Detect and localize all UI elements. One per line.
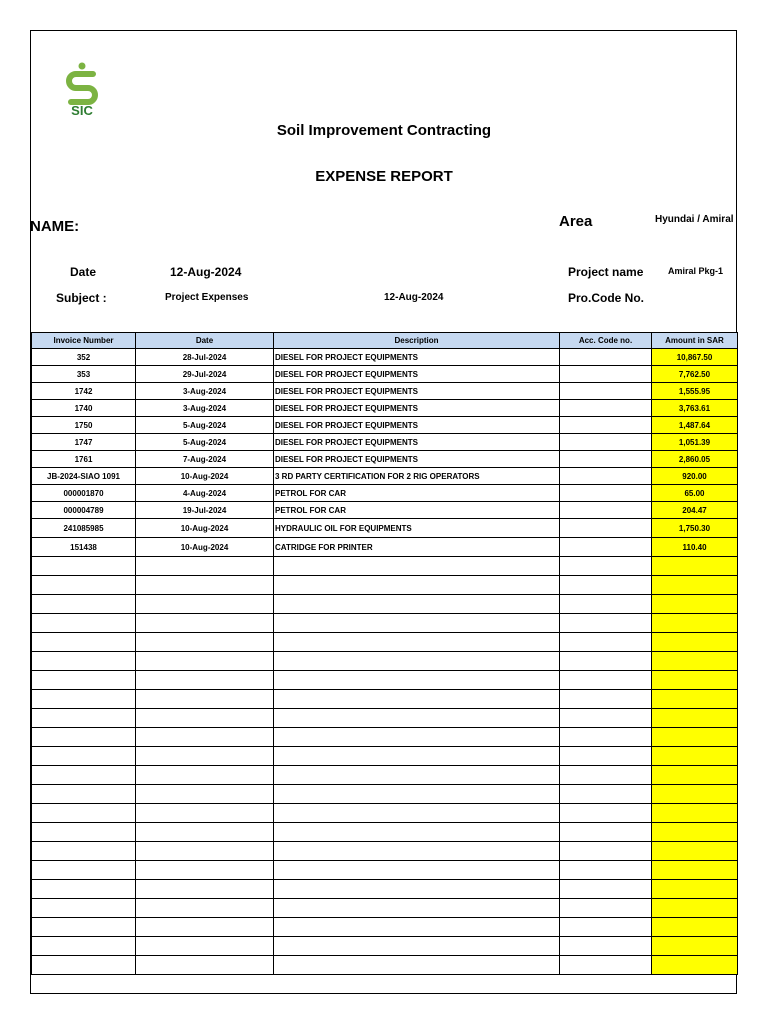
empty-cell bbox=[274, 652, 560, 671]
empty-cell bbox=[652, 671, 738, 690]
date-cell: 10-Aug-2024 bbox=[136, 468, 274, 485]
empty-cell bbox=[274, 614, 560, 633]
empty-cell bbox=[274, 842, 560, 861]
area-label: Area bbox=[559, 213, 593, 230]
table-row bbox=[32, 468, 738, 485]
empty-cell bbox=[274, 785, 560, 804]
project-name-value: Amiral Pkg-1 bbox=[668, 266, 724, 276]
empty-cell bbox=[32, 614, 136, 633]
empty-cell bbox=[274, 690, 560, 709]
col-date: Date bbox=[136, 333, 274, 349]
empty-cell bbox=[652, 766, 738, 785]
empty-row bbox=[32, 785, 738, 804]
empty-cell bbox=[560, 709, 652, 728]
empty-row bbox=[32, 576, 738, 595]
amount-cell: 1,051.39 bbox=[652, 434, 738, 451]
empty-cell bbox=[136, 880, 274, 899]
invoice-cell: 1750 bbox=[32, 417, 136, 434]
empty-cell bbox=[136, 728, 274, 747]
col-amount: Amount in SAR bbox=[652, 333, 738, 349]
description-cell: 3 RD PARTY CERTIFICATION FOR 2 RIG OPERATORS bbox=[274, 468, 560, 485]
empty-cell bbox=[652, 918, 738, 937]
empty-cell bbox=[274, 595, 560, 614]
empty-cell bbox=[560, 633, 652, 652]
empty-cell bbox=[652, 861, 738, 880]
invoice-cell: 000001870 bbox=[32, 485, 136, 502]
empty-cell bbox=[274, 633, 560, 652]
date-cell: 3-Aug-2024 bbox=[136, 383, 274, 400]
empty-cell bbox=[560, 576, 652, 595]
empty-cell bbox=[560, 766, 652, 785]
empty-cell bbox=[652, 899, 738, 918]
col-description: Description bbox=[274, 333, 560, 349]
empty-row bbox=[32, 747, 738, 766]
empty-cell bbox=[136, 652, 274, 671]
empty-cell bbox=[560, 690, 652, 709]
name-label: NAME: bbox=[30, 218, 80, 235]
company-name: Soil Improvement Contracting bbox=[276, 122, 492, 139]
empty-cell bbox=[32, 899, 136, 918]
date-cell: 4-Aug-2024 bbox=[136, 485, 274, 502]
empty-cell bbox=[560, 899, 652, 918]
empty-cell bbox=[560, 557, 652, 576]
empty-row bbox=[32, 937, 738, 956]
empty-cell bbox=[32, 671, 136, 690]
acc-code-cell bbox=[560, 538, 652, 557]
empty-cell bbox=[274, 880, 560, 899]
amount-cell: 110.40 bbox=[652, 538, 738, 557]
empty-cell bbox=[652, 823, 738, 842]
invoice-cell: 1747 bbox=[32, 434, 136, 451]
empty-cell bbox=[32, 880, 136, 899]
empty-row bbox=[32, 633, 738, 652]
table-row bbox=[32, 519, 738, 538]
acc-code-cell bbox=[560, 434, 652, 451]
amount-cell: 7,762.50 bbox=[652, 366, 738, 383]
empty-cell bbox=[652, 747, 738, 766]
empty-cell bbox=[652, 652, 738, 671]
empty-row bbox=[32, 956, 738, 975]
empty-cell bbox=[32, 709, 136, 728]
table-row bbox=[32, 366, 738, 383]
empty-row bbox=[32, 595, 738, 614]
empty-cell bbox=[32, 804, 136, 823]
empty-cell bbox=[274, 709, 560, 728]
empty-row bbox=[32, 880, 738, 899]
empty-cell bbox=[32, 576, 136, 595]
invoice-cell: 353 bbox=[32, 366, 136, 383]
table-header-row bbox=[32, 333, 738, 349]
empty-cell bbox=[274, 956, 560, 975]
table-row bbox=[32, 349, 738, 366]
empty-cell bbox=[136, 614, 274, 633]
amount-cell: 65.00 bbox=[652, 485, 738, 502]
empty-cell bbox=[274, 804, 560, 823]
date-cell: 5-Aug-2024 bbox=[136, 434, 274, 451]
empty-cell bbox=[560, 671, 652, 690]
empty-cell bbox=[652, 880, 738, 899]
date-cell: 10-Aug-2024 bbox=[136, 538, 274, 557]
date-cell: 3-Aug-2024 bbox=[136, 400, 274, 417]
empty-cell bbox=[136, 709, 274, 728]
empty-cell bbox=[136, 747, 274, 766]
empty-cell bbox=[652, 614, 738, 633]
empty-cell bbox=[32, 747, 136, 766]
empty-cell bbox=[136, 633, 274, 652]
empty-cell bbox=[136, 804, 274, 823]
empty-row bbox=[32, 709, 738, 728]
empty-row bbox=[32, 614, 738, 633]
empty-cell bbox=[652, 709, 738, 728]
invoice-cell: JB-2024-SIAO 1091 bbox=[32, 468, 136, 485]
empty-cell bbox=[136, 766, 274, 785]
acc-code-cell bbox=[560, 366, 652, 383]
report-title: EXPENSE REPORT bbox=[315, 168, 453, 185]
table-row bbox=[32, 383, 738, 400]
empty-cell bbox=[560, 880, 652, 899]
acc-code-cell bbox=[560, 349, 652, 366]
description-cell: DIESEL FOR PROJECT EQUIPMENTS bbox=[274, 451, 560, 468]
empty-cell bbox=[652, 576, 738, 595]
description-cell: CATRIDGE FOR PRINTER bbox=[274, 538, 560, 557]
logo-text: SIC bbox=[71, 103, 93, 117]
empty-row bbox=[32, 557, 738, 576]
empty-cell bbox=[560, 956, 652, 975]
description-cell: DIESEL FOR PROJECT EQUIPMENTS bbox=[274, 383, 560, 400]
date-cell: 10-Aug-2024 bbox=[136, 519, 274, 538]
empty-cell bbox=[560, 861, 652, 880]
date-cell: 19-Jul-2024 bbox=[136, 502, 274, 519]
empty-cell bbox=[652, 557, 738, 576]
empty-cell bbox=[652, 633, 738, 652]
empty-cell bbox=[136, 956, 274, 975]
empty-cell bbox=[32, 652, 136, 671]
empty-cell bbox=[32, 785, 136, 804]
empty-row bbox=[32, 804, 738, 823]
empty-cell bbox=[32, 937, 136, 956]
empty-row bbox=[32, 690, 738, 709]
date-cell: 7-Aug-2024 bbox=[136, 451, 274, 468]
subject-date: 12-Aug-2024 bbox=[384, 292, 444, 303]
subject-label: Subject : bbox=[56, 291, 107, 305]
area-value: Hyundai / Amiral bbox=[655, 214, 734, 225]
empty-cell bbox=[136, 842, 274, 861]
empty-cell bbox=[652, 595, 738, 614]
empty-cell bbox=[32, 956, 136, 975]
invoice-cell: 241085985 bbox=[32, 519, 136, 538]
amount-cell: 1,750.30 bbox=[652, 519, 738, 538]
acc-code-cell bbox=[560, 485, 652, 502]
date-value: 12-Aug-2024 bbox=[170, 265, 242, 279]
empty-cell bbox=[136, 861, 274, 880]
table-row bbox=[32, 400, 738, 417]
invoice-cell: 1740 bbox=[32, 400, 136, 417]
empty-cell bbox=[560, 652, 652, 671]
amount-cell: 204.47 bbox=[652, 502, 738, 519]
empty-cell bbox=[652, 956, 738, 975]
description-cell: DIESEL FOR PROJECT EQUIPMENTS bbox=[274, 417, 560, 434]
empty-cell bbox=[274, 823, 560, 842]
date-cell: 28-Jul-2024 bbox=[136, 349, 274, 366]
description-cell: PETROL FOR CAR bbox=[274, 502, 560, 519]
acc-code-cell bbox=[560, 383, 652, 400]
empty-cell bbox=[560, 728, 652, 747]
description-cell: DIESEL FOR PROJECT EQUIPMENTS bbox=[274, 400, 560, 417]
empty-cell bbox=[32, 918, 136, 937]
empty-cell bbox=[560, 785, 652, 804]
date-cell: 29-Jul-2024 bbox=[136, 366, 274, 383]
amount-cell: 1,555.95 bbox=[652, 383, 738, 400]
empty-cell bbox=[652, 937, 738, 956]
empty-row bbox=[32, 728, 738, 747]
empty-cell bbox=[652, 804, 738, 823]
amount-cell: 3,763.61 bbox=[652, 400, 738, 417]
description-cell: PETROL FOR CAR bbox=[274, 485, 560, 502]
empty-cell bbox=[136, 576, 274, 595]
col-acc-code: Acc. Code no. bbox=[560, 333, 652, 349]
acc-code-cell bbox=[560, 417, 652, 434]
empty-cell bbox=[560, 595, 652, 614]
project-name-label: Project name bbox=[568, 265, 644, 279]
empty-cell bbox=[136, 785, 274, 804]
empty-cell bbox=[136, 595, 274, 614]
empty-cell bbox=[652, 728, 738, 747]
empty-row bbox=[32, 823, 738, 842]
description-cell: DIESEL FOR PROJECT EQUIPMENTS bbox=[274, 366, 560, 383]
empty-row bbox=[32, 671, 738, 690]
empty-cell bbox=[652, 785, 738, 804]
empty-cell bbox=[136, 557, 274, 576]
empty-cell bbox=[652, 690, 738, 709]
empty-cell bbox=[560, 747, 652, 766]
empty-cell bbox=[136, 823, 274, 842]
amount-cell: 1,487.64 bbox=[652, 417, 738, 434]
empty-cell bbox=[32, 728, 136, 747]
invoice-cell: 1742 bbox=[32, 383, 136, 400]
empty-cell bbox=[32, 766, 136, 785]
empty-row bbox=[32, 861, 738, 880]
empty-cell bbox=[32, 595, 136, 614]
table-row bbox=[32, 502, 738, 519]
invoice-cell: 151438 bbox=[32, 538, 136, 557]
empty-cell bbox=[32, 861, 136, 880]
empty-cell bbox=[136, 690, 274, 709]
acc-code-cell bbox=[560, 400, 652, 417]
empty-cell bbox=[274, 861, 560, 880]
empty-cell bbox=[560, 918, 652, 937]
table-row bbox=[32, 485, 738, 502]
empty-cell bbox=[32, 823, 136, 842]
empty-cell bbox=[136, 937, 274, 956]
invoice-cell: 000004789 bbox=[32, 502, 136, 519]
empty-cell bbox=[274, 918, 560, 937]
empty-cell bbox=[274, 728, 560, 747]
acc-code-cell bbox=[560, 502, 652, 519]
empty-cell bbox=[274, 899, 560, 918]
empty-cell bbox=[274, 557, 560, 576]
empty-cell bbox=[136, 918, 274, 937]
empty-cell bbox=[136, 899, 274, 918]
description-cell: DIESEL FOR PROJECT EQUIPMENTS bbox=[274, 434, 560, 451]
empty-cell bbox=[274, 671, 560, 690]
empty-cell bbox=[32, 557, 136, 576]
empty-cell bbox=[32, 842, 136, 861]
date-cell: 5-Aug-2024 bbox=[136, 417, 274, 434]
empty-cell bbox=[560, 842, 652, 861]
table-row bbox=[32, 451, 738, 468]
empty-row bbox=[32, 899, 738, 918]
amount-cell: 920.00 bbox=[652, 468, 738, 485]
acc-code-cell bbox=[560, 468, 652, 485]
sic-logo bbox=[62, 62, 102, 117]
empty-cell bbox=[274, 747, 560, 766]
empty-cell bbox=[652, 842, 738, 861]
acc-code-cell bbox=[560, 519, 652, 538]
empty-cell bbox=[136, 671, 274, 690]
invoice-cell: 352 bbox=[32, 349, 136, 366]
table-row bbox=[32, 538, 738, 557]
expense-table bbox=[31, 332, 738, 975]
empty-cell bbox=[274, 766, 560, 785]
table-row bbox=[32, 434, 738, 451]
empty-row bbox=[32, 766, 738, 785]
acc-code-cell bbox=[560, 451, 652, 468]
table-row bbox=[32, 417, 738, 434]
empty-cell bbox=[560, 804, 652, 823]
amount-cell: 10,867.50 bbox=[652, 349, 738, 366]
empty-cell bbox=[560, 823, 652, 842]
description-cell: DIESEL FOR PROJECT EQUIPMENTS bbox=[274, 349, 560, 366]
empty-cell bbox=[274, 576, 560, 595]
amount-cell: 2,860.05 bbox=[652, 451, 738, 468]
empty-row bbox=[32, 842, 738, 861]
invoice-cell: 1761 bbox=[32, 451, 136, 468]
col-invoice-number: Invoice Number bbox=[32, 333, 136, 349]
empty-cell bbox=[274, 937, 560, 956]
empty-row bbox=[32, 918, 738, 937]
empty-cell bbox=[32, 690, 136, 709]
description-cell: HYDRAULIC OIL FOR EQUIPMENTS bbox=[274, 519, 560, 538]
subject-value: Project Expenses bbox=[165, 292, 249, 303]
pro-code-label: Pro.Code No. bbox=[568, 291, 645, 305]
empty-cell bbox=[560, 614, 652, 633]
empty-row bbox=[32, 652, 738, 671]
date-label: Date bbox=[70, 265, 97, 279]
empty-cell bbox=[560, 937, 652, 956]
empty-cell bbox=[32, 633, 136, 652]
